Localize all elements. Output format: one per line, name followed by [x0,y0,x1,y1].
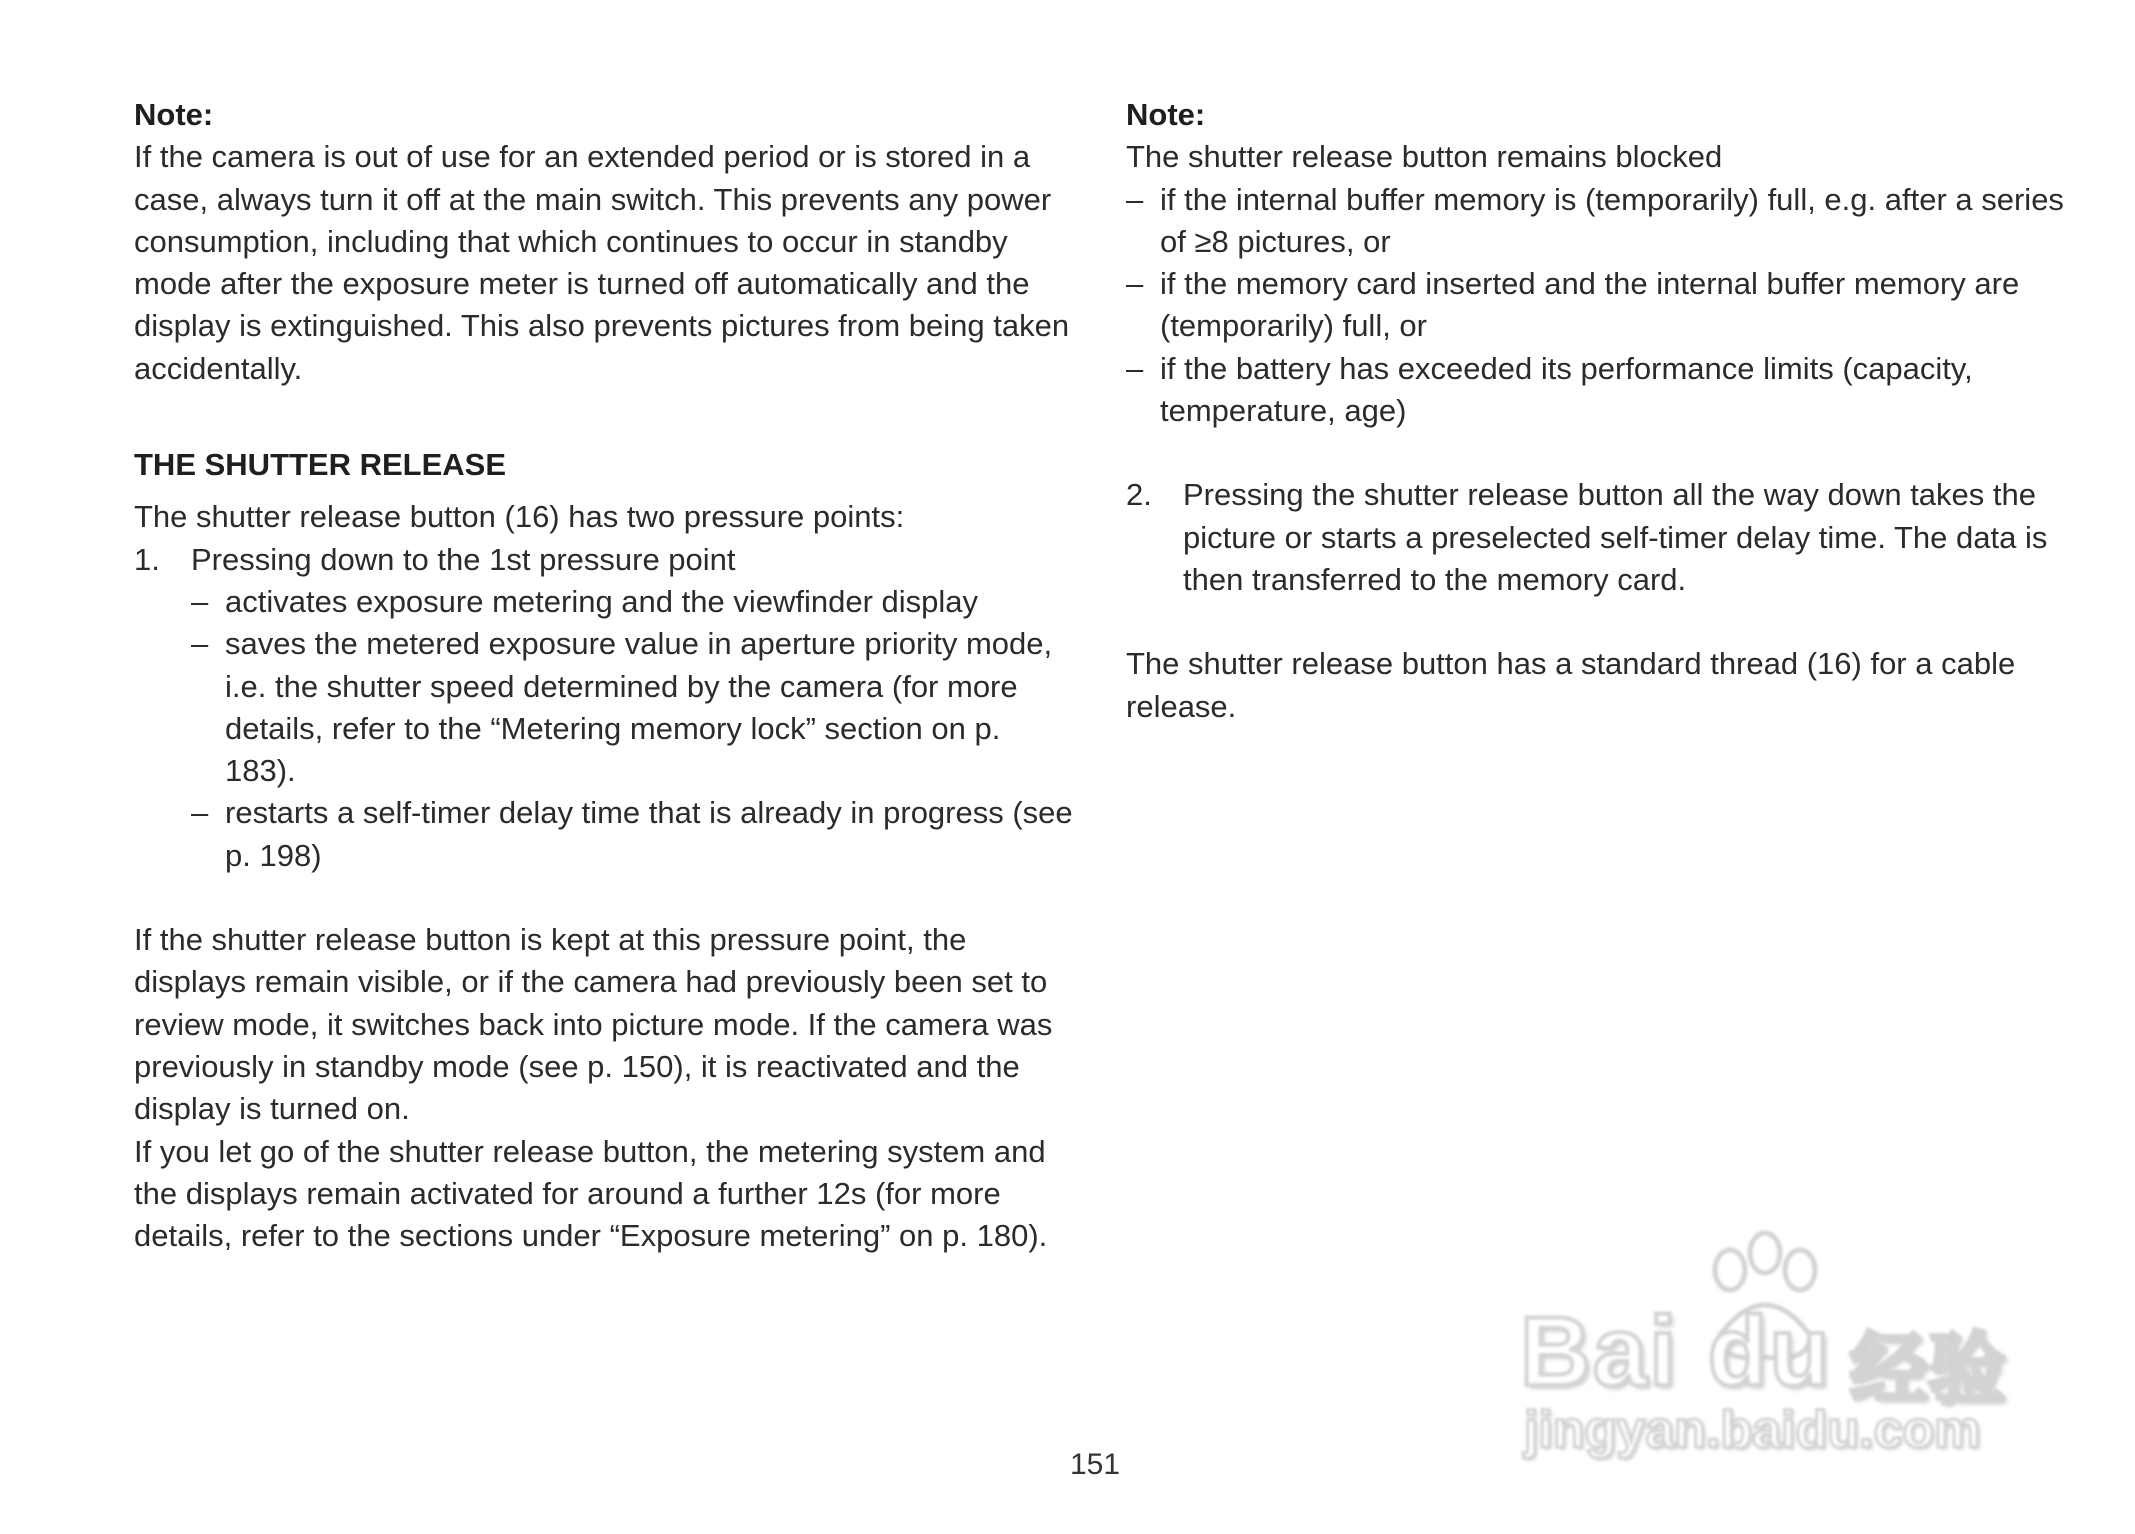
baidu-watermark [1520,1225,2020,1459]
bullet-text: if the internal buffer memory is (temporarily) full, e.g. after a series of ≥8 pictures, or [1160,181,2064,259]
step-1 [134,539,1074,581]
pressure-point-paragraph: If the shutter release button is kept at this pressure point, the displays remain visible, or if the camera had previously been set to review mode, it switches back into picture mode. If the camera was previously in standby mode (see p. 150), it is reactivated and the display is turned on. [134,922,1053,1127]
right-column [1126,94,2066,728]
bullet-text: restarts a self-timer delay time that is already in progress (see p. 198) [225,795,1073,873]
bullet-text: if the battery has exceeded its performance limits (capacity, temperature, age) [1160,350,1973,429]
note-intro: The shutter release button remains blocked [1126,139,1723,175]
list-item [1126,348,2066,433]
dash-marker: – [1126,266,1144,302]
list-item [1126,179,2066,264]
step-1-bullets [191,581,1074,877]
watermark-domain: jingyan.baidu.com [1524,1401,1981,1459]
page-number: 151 [1069,1448,1121,1481]
list-item [191,581,1074,623]
watermark-brand: Bai du [1520,1296,1832,1406]
note-heading: Note: [134,97,214,132]
bullet-text: if the memory card inserted and the internal buffer memory are (temporarily) full, or [1160,266,2020,344]
watermark-cjk: 经验 [1850,1325,2007,1415]
step-1-text: Pressing down to the 1st pressure point [191,541,736,577]
list-item [191,623,1074,792]
bullet-text: activates exposure metering and the viewfinder display [225,583,979,619]
step-2 [1126,474,2066,601]
step-2-number: 2. [1126,477,1152,513]
dash-marker: – [191,626,209,662]
intro-text: The shutter release button (16) has two pressure points: [134,499,905,535]
dash-marker: – [1126,181,1144,217]
closing-paragraph: The shutter release button has a standard thread (16) for a cable release. [1126,646,2016,724]
dash-marker: – [1126,350,1144,386]
release-paragraph: If you let go of the shutter release button, the metering system and the displays remain activated for around a further 12s (for more details, refer to the sections under “Exposure metering” on p. 180). [134,1133,1048,1254]
note-text: If the camera is out of use for an extended period or is stored in a case, always turn it off at the main switch. This prevents any power consumption, including that which continues to occur in standby mode after the exposure meter is turned off automatically and the display is extinguished. This also prevents pictures from being taken accidentally. [134,139,1070,386]
dash-marker: – [191,795,209,831]
bullet-text: saves the metered exposure value in aperture priority mode, i.e. the shutter speed determined by the camera (for more details, refer to the “Metering memory lock” section on p. 183). [225,626,1053,789]
left-column [134,94,1074,1257]
dash-marker: – [191,583,209,619]
note-heading: Note: [1126,97,1206,132]
step-1-number: 1. [134,541,160,577]
list-item [1126,263,2066,348]
list-item [191,792,1074,877]
step-2-text: Pressing the shutter release button all the way down takes the picture or starts a preselected self-timer delay time. The data is then transferred to the memory card. [1183,477,2048,597]
section-heading: THE SHUTTER RELEASE [134,447,507,483]
